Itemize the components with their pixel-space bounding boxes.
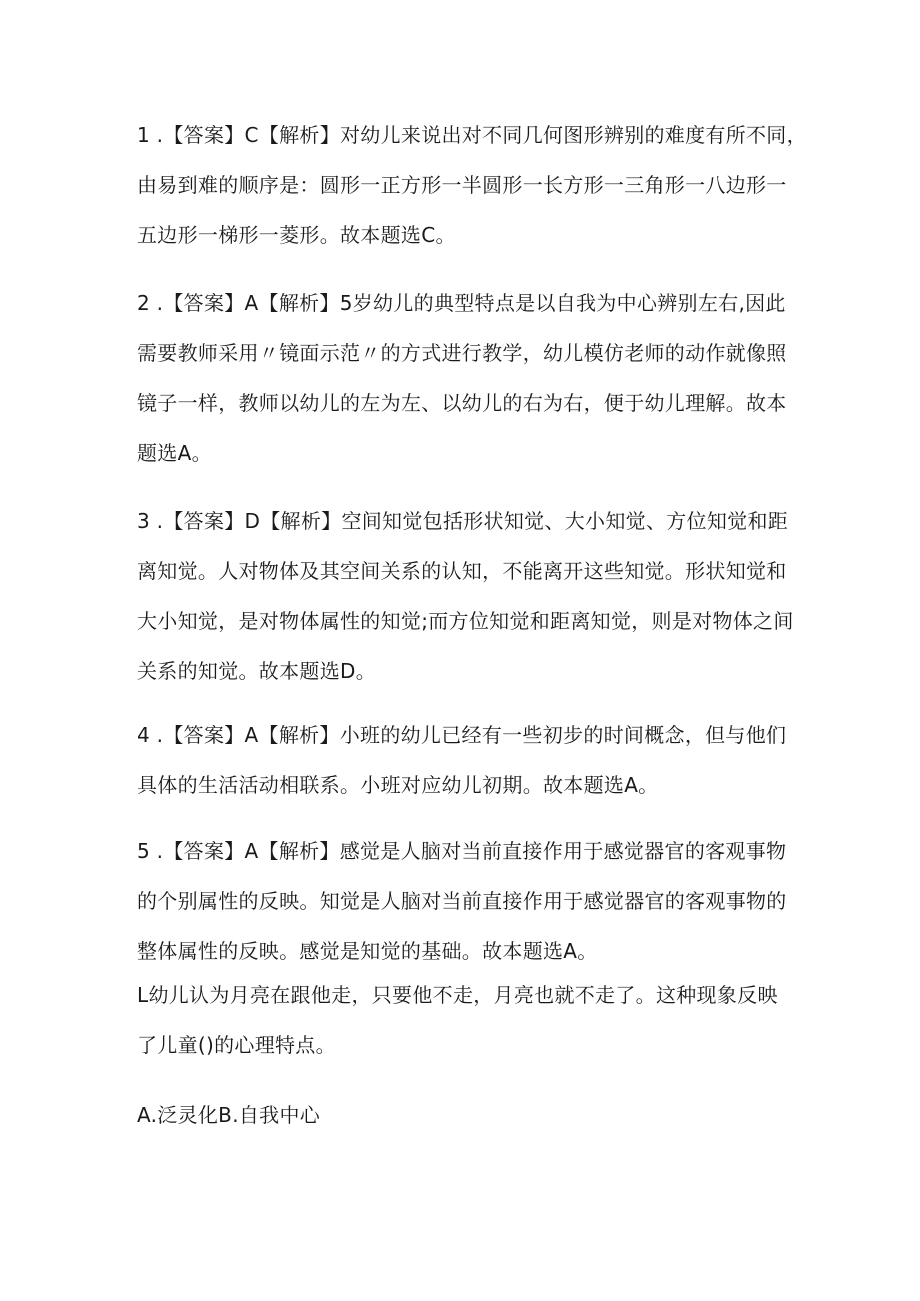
question-stem [137,970,787,1070]
text-line: 整体属性的反映。感觉是知觉的基础。故本题选A。 [137,939,598,963]
answer-explanation-4 [137,710,787,810]
text-line: 需要教师采用〃镜面示范〃的方式进行教学，幼儿模仿老师的动作就像照 [137,341,787,365]
text-line: 题选A。 [137,441,212,465]
text-line: 的个别属性的反映。知觉是人脑对当前直接作用于感觉器官的客观事物的 [137,889,787,913]
answer-explanation-5 [137,826,787,976]
text-line: 五边形一梯形一菱形。故本题选C。 [137,223,456,247]
text-line: 由易到难的顺序是：圆形一正方形一半圆形一长方形一三角形一八边形一 [137,173,787,197]
answer-explanation-2 [137,278,787,478]
text-line: 镜子一样，教师以幼儿的左为左、以幼儿的右为右，便于幼儿理解。故本 [137,391,787,415]
options-line: A.泛灵化B.自我中心 [137,1103,321,1127]
text-line: L幼儿认为月亮在跟他走，只要他不走，月亮也就不走了。这种现象反映 [137,983,778,1007]
text-line: 2 .【答案】A【解析】5岁幼儿的典型特点是以自我为中心辨别左右,因此 [137,291,786,315]
text-line: 1 .【答案】C【解析】对幼儿来说出对不同几何图形辨别的难度有所不同， [137,123,807,147]
text-line: 了儿童()的心理特点。 [137,1033,336,1057]
text-line: 3 .【答案】D【解析】空间知觉包括形状知觉、大小知觉、方位知觉和距 [137,509,789,533]
text-line: 具体的生活活动相联系。小班对应幼儿初期。故本题选A。 [137,773,659,797]
answer-explanation-1 [137,110,807,260]
text-line: 4 .【答案】A【解析】小班的幼儿已经有一些初步的时间概念，但与他们 [137,723,787,747]
text-line: 5 .【答案】A【解析】感觉是人脑对当前直接作用于感觉器官的客观事物 [137,839,787,863]
text-line: 离知觉。人对物体及其空间关系的认知，不能离开这些知觉。形状知觉和 [137,559,787,583]
question-options [137,1090,787,1140]
text-line: 关系的知觉。故本题选D。 [137,659,377,683]
text-line: 大小知觉，是对物体属性的知觉;而方位知觉和距离知觉，则是对物体之间 [137,609,794,633]
answer-explanation-3 [137,496,794,696]
